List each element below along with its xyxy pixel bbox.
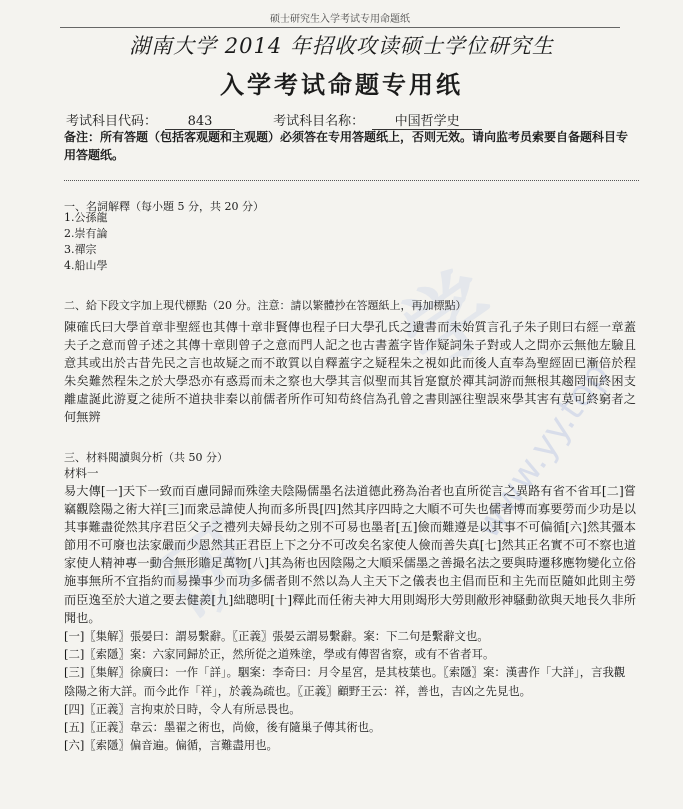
watermark-glyph: 学 <box>382 253 517 391</box>
term-item: 1.公孫龍 <box>64 211 108 224</box>
note-item: [四]〖正義〗言拘束於日時，令人有所忌畏也。 <box>64 701 301 716</box>
subject-code-label: 考试科目代码： <box>66 114 158 129</box>
section1-heading: 一、名詞解釋（每小題 5 分，共 20 分） <box>64 200 264 213</box>
term-item: 3.禪宗 <box>64 243 97 256</box>
section3-heading: 三、材料閱讀與分析（共 50 分） <box>64 451 228 464</box>
dotted-divider <box>64 180 639 181</box>
subject-row <box>66 110 490 130</box>
annotation-notes <box>64 627 636 754</box>
note-item: [二]〖索隱〗案：六家同歸於正，然所從之道殊塗，學或有傳習省察，或有不省者耳。 <box>64 647 495 662</box>
material-text: 易大傳[一]天下一致而百慮同歸而殊塗夫陰陽儒墨名法道德此務為治者也直所從言之異路有省不省耳[二]嘗竊觀陰陽之術大祥[三]而衆忌諱使人拘而多所畏[四]然其序四時之大順不可失也儒者博而寡要勞而少功是以其事難盡從然其序君臣父子之禮列夫婦長幼之別不可易也墨者[五]儉而難遵是以其事不可偏循[六]然其彊本節用不可廢也法家嚴而少恩然其正君臣上下之分不可改矣名家使人儉而善失真[七]然其正名實不可不察也道家使人精神專一動合無形贍足萬物[八]其為術也因陰陽之大順采儒墨之善撮名法之要與時遷移應物變化立俗施事無所不宜指約而易操事少而功多儒者則不然以為人主天下之儀表也主倡而臣和主先而臣隨如此則主勞而臣逸至於大道之要去健羨[九]絀聰明[十]釋此而任術夫神大用則竭形大勞則敝形神騷動欲與天地長久非所聞也。 <box>64 484 636 625</box>
running-header: 硕士研究生入学考试专用命题纸 <box>60 10 620 28</box>
note-item: [三]〖集解〗徐廣曰：一作「詳」。駰案：李奇曰：月令星宮，是其枝葉也。〖索隱〗案：漢書作「大詳」，言我觀陰陽之術大詳。而今此作「祥」，於義為疏也。〖正義〗顧野王云：祥，善也，吉凶之先見也。 <box>64 665 626 698</box>
watermark-glyph: 研 <box>142 503 277 641</box>
term-item: 2.崇有論 <box>64 227 108 240</box>
university-title: 湖南大学 2014 年招收攻读硕士学位研究生 <box>129 34 554 58</box>
material-title: 材料一 <box>64 466 99 480</box>
subject-code: 843 <box>165 114 235 130</box>
subject-name-label: 考试科目名称： <box>273 114 365 129</box>
note-item: [六]〖索隱〗偏音遍。偏循，言難盡用也。 <box>64 738 278 753</box>
term-list <box>64 210 108 274</box>
subject-name: 中国哲学史 <box>372 110 482 130</box>
term-item: 4.船山學 <box>64 259 108 272</box>
note-item: [五]〖正義〗韋云：墨翟之術也，尚儉，後有隨巢子傳其術也。 <box>64 720 381 735</box>
watermark-url: www.yy.top <box>466 355 618 546</box>
paper-title: 入学考试命题专用纸 <box>220 70 463 99</box>
section2-heading: 二、給下段文字加上現代標點（20 分。注意：請以繁體抄在答題紙上，再加標點） <box>64 299 467 312</box>
answer-notice: 备注：所有答题（包括客观题和主观题）必须答在专用答题纸上，否则无效。请向监考员索要自备题科目专用答题纸。 <box>64 130 629 162</box>
note-item: [一]〖集解〗張晏曰：謂易繫辭。〖正義〗張晏云謂易繫辭。案：下二句是繫辭文也。 <box>64 629 489 643</box>
punctuation-passage: 陳確氏曰大學首章非聖經也其傳十章非賢傳也程子曰大學孔氏之遺書而未始質言孔子朱子則曰右經一章蓋夫子之意而曾子述之其傳十章則曾子之意而門人記之也古書蓋字皆作疑詞朱子對或人之問亦云無他左驗且意其或出於古昔先民之言也故疑之而不敢質以自釋蓋字之疑程朱之視如此而後人直奉為聖經固已漸倍於程朱矣難然程朱之於大學恐亦有惑焉而未之察也大學其言似聖而其旨寔竄於禪其詞游而無根其趨罔而終困支離虛誕此游夏之徒所不道抉非秦以前儒者所作可知苟終信為孔曾之書則誣往聖誤來學其害有莫可終窮者之何無辨 <box>64 320 636 424</box>
